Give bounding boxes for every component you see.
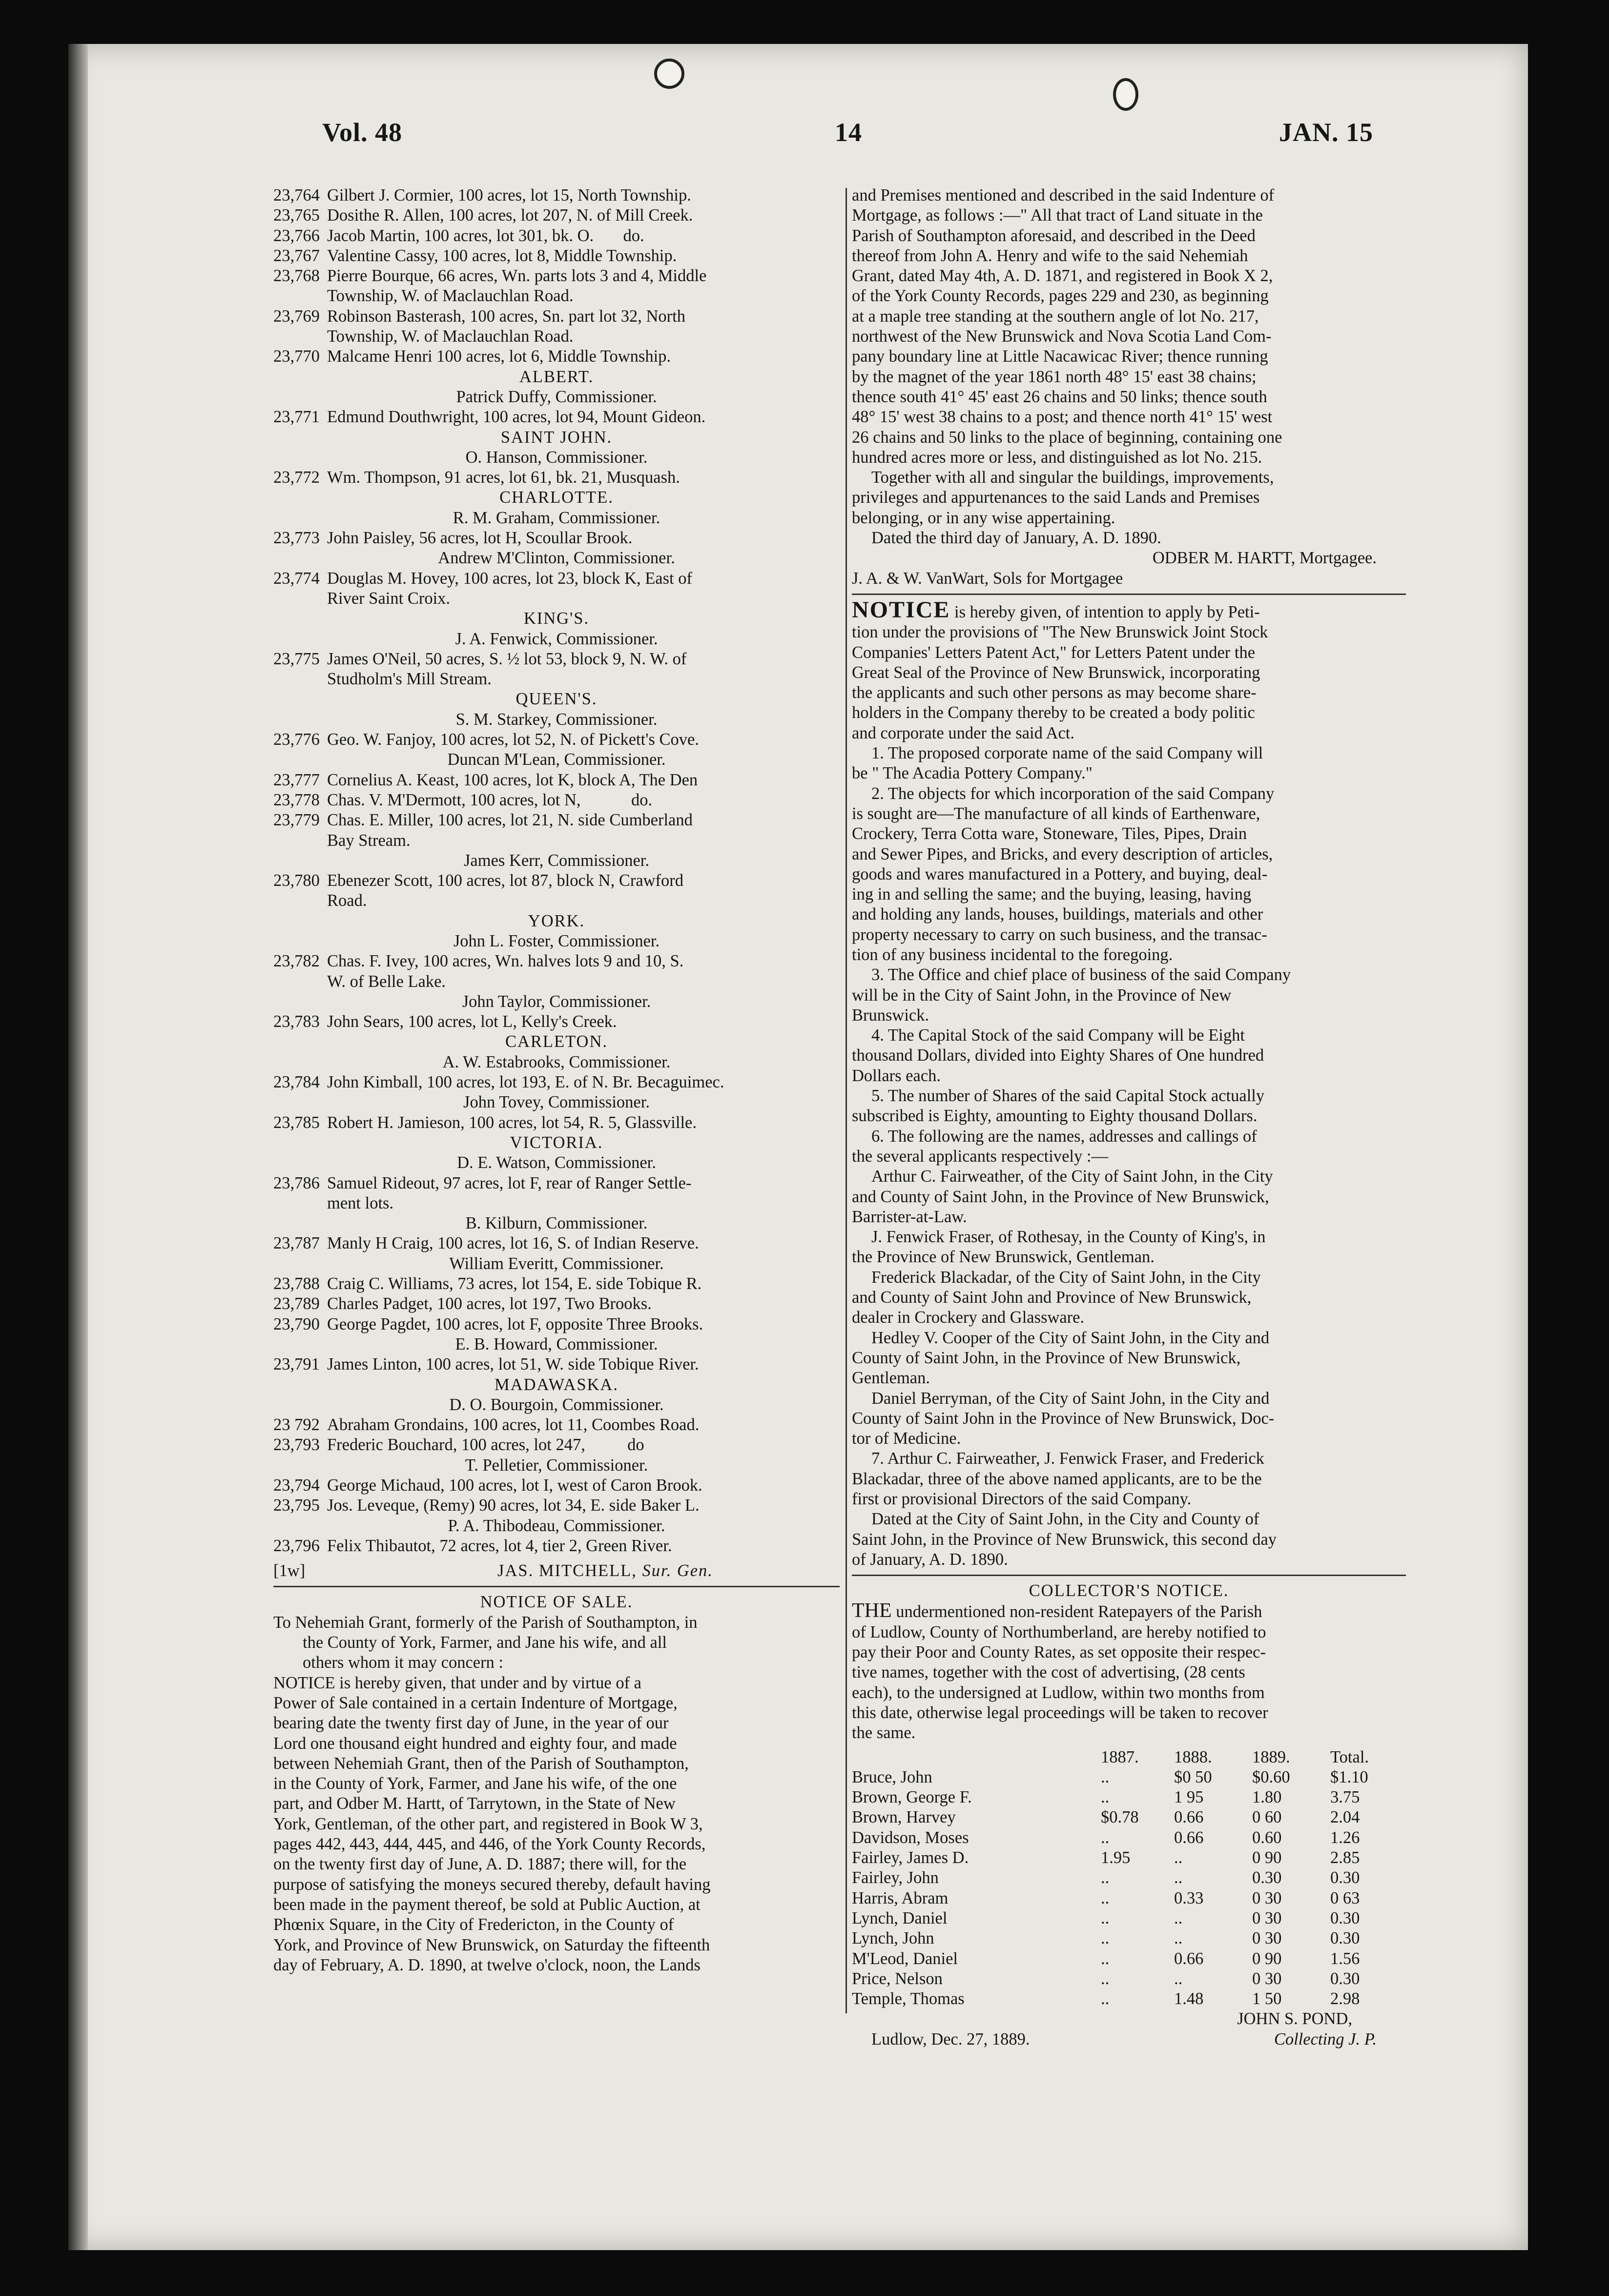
- grant-entry: 23,795 Jos. Leveque, (Remy) 90 acres, lot 34, E. side Baker L.: [273, 1496, 700, 1515]
- grant-entry: 23,770 Malcame Henri 100 acres, lot 6, Middle Township.: [273, 347, 671, 366]
- text-line: tive names, together with the cost of advertising, (28 cents: [852, 1663, 1245, 1682]
- commissioner-name: B. Kilburn, Commissioner.: [465, 1214, 648, 1233]
- text-line: purpose of satisfying the moneys secured thereby, default having: [273, 1875, 711, 1894]
- text-line: thence south 41° 45' east 26 chains and 50 links; thence south: [852, 387, 1267, 406]
- text-line: at a maple tree standing at the southern angle of lot No. 217,: [852, 307, 1259, 326]
- text-line: tor of Medicine.: [852, 1429, 961, 1448]
- grant-entry-continued: ment lots.: [327, 1193, 394, 1212]
- commissioner-name: James Kerr, Commissioner.: [464, 851, 649, 870]
- grant-entry-continued: Township, W. of Maclauchlan Road.: [327, 287, 574, 306]
- text-line: Lord one thousand eight hundred and eighty four, and made: [273, 1734, 677, 1753]
- sale-address-line: others whom it may concern :: [303, 1653, 504, 1672]
- text-line: thousand Dollars, divided into Eighty Shares of One hundred: [852, 1046, 1264, 1065]
- grant-entry: 23,775 James O'Neil, 50 acres, S. ½ lot 53, block 9, N. W. of: [273, 649, 687, 668]
- column-rule: [846, 188, 847, 2013]
- right-column: [852, 185, 1406, 2050]
- sale-address-line: To Nehemiah Grant, formerly of the Parish of Southampton, in: [273, 1613, 698, 1632]
- commissioner-name: S. M. Starkey, Commissioner.: [455, 710, 658, 729]
- text-line: Power of Sale contained in a certain Indenture of Mortgage,: [273, 1693, 678, 1712]
- column-header: 1889.: [1252, 1747, 1290, 1766]
- grant-entry: 23,766 Jacob Martin, 100 acres, lot 301, bk. O. do.: [273, 226, 644, 245]
- grant-entry-continued: Road.: [327, 891, 367, 910]
- binding-hole: [1113, 78, 1138, 111]
- grant-entry: 23,767 Valentine Cassy, 100 acres, lot 8, Middle Township.: [273, 246, 677, 265]
- grant-entry-continued: Bay Stream.: [327, 831, 411, 850]
- text-line: Grant, dated May 4th, A. D. 1871, and registered in Book X 2,: [852, 266, 1273, 286]
- collector-signoff: [852, 2030, 1406, 2050]
- commissioner-name: Patrick Duffy, Commissioner.: [456, 387, 657, 406]
- text-line: subscribed is Eighty, amounting to Eighty thousand Dollars.: [852, 1107, 1258, 1126]
- text-line: dealer in Crockery and Glassware.: [852, 1308, 1085, 1327]
- text-line: this date, otherwise legal proceedings will be taken to recover: [852, 1703, 1268, 1722]
- text-line: first or provisional Directors of the said Company.: [852, 1490, 1192, 1508]
- table-row: Lynch, John .. .. 0 30 0.30: [852, 1929, 1360, 1948]
- table-row: Bruce, John .. $0 50 $0.60 $1.10: [852, 1767, 1368, 1786]
- grant-entry: 23,774 Douglas M. Hovey, 100 acres, lot 23, block K, East of: [273, 569, 692, 588]
- table-row: Lynch, Daniel .. .. 0 30 0.30: [852, 1908, 1360, 1927]
- commissioner-name: D. E. Watson, Commissioner.: [457, 1153, 656, 1172]
- sale-address-line: the County of York, Farmer, and Jane his wife, and all: [303, 1633, 667, 1652]
- grant-entry: 23,793 Frederic Bouchard, 100 acres, lot 247, do: [273, 1435, 644, 1455]
- text-line: Saint John, in the Province of New Brunswick, this second day: [852, 1530, 1277, 1549]
- text-line: privileges and appurtenances to the said Lands and Premises: [852, 488, 1260, 507]
- text-line: day of February, A. D. 1890, at twelve o'clock, noon, the Lands: [273, 1955, 701, 1974]
- grant-entry: 23,773 John Paisley, 56 acres, lot H, Scoullar Brook.: [273, 529, 633, 548]
- commissioner-name: William Everitt, Commissioner.: [449, 1254, 664, 1273]
- text-line: of the York County Records, pages 229 and 230, as beginning: [852, 287, 1269, 306]
- text-line: 5. The number of Shares of the said Capital Stock actually: [871, 1086, 1265, 1106]
- county-heading-madawaska: MADAWASKA.: [495, 1375, 619, 1394]
- grant-entry: 23,768 Pierre Bourque, 66 acres, Wn. parts lots 3 and 4, Middle: [273, 266, 707, 286]
- grant-entry: 23,791 James Linton, 100 acres, lot 51, W. side Tobique River.: [273, 1355, 699, 1374]
- text-line: on the twenty first day of June, A. D. 1887; there will, for the: [273, 1855, 687, 1874]
- commissioner-name: John L. Foster, Commissioner.: [453, 931, 660, 950]
- commissioner-name: D. O. Bourgoin, Commissioner.: [449, 1395, 664, 1414]
- text-line: of Ludlow, County of Northumberland, are hereby notified to: [852, 1622, 1266, 1641]
- commissioner-name: John Tovey, Commissioner.: [463, 1093, 650, 1112]
- text-line: 48° 15' west 38 chains to a post; and thence north 41° 15' west: [852, 408, 1273, 427]
- text-line: 1. The proposed corporate name of the said Company will: [871, 744, 1263, 763]
- grant-entry: 23,790 George Pagdet, 100 acres, lot F, opposite Three Brooks.: [273, 1314, 703, 1333]
- text-line: 7. Arthur C. Fairweather, J. Fenwick Fraser, and Frederick: [871, 1449, 1264, 1468]
- grant-entry: 23 792 Abraham Grondains, 100 acres, lot 11, Coombes Road.: [273, 1415, 700, 1435]
- surveyor-general-signature: [371, 1561, 840, 1581]
- text-line: J. Fenwick Fraser, of Rothesay, in the County of King's, in: [871, 1228, 1266, 1247]
- text-line: Phœnix Square, in the City of Fredericton, in the County of: [273, 1915, 674, 1934]
- notice-of-sale-title: NOTICE OF SALE.: [480, 1593, 633, 1612]
- commissioner-name: E. B. Howard, Commissioner.: [455, 1334, 658, 1353]
- grant-entry: 23,769 Robinson Basterash, 100 acres, Sn. part lot 32, North: [273, 307, 685, 326]
- table-row: Davidson, Moses .. 0.66 0.60 1.26: [852, 1828, 1360, 1847]
- insertion-mark: [1w]: [273, 1561, 306, 1580]
- incorporation-notice: [852, 600, 1406, 1570]
- issue-date: JAN. 15: [1279, 118, 1373, 147]
- grant-entry: 23,789 Charles Padget, 100 acres, lot 197, Two Brooks.: [273, 1294, 652, 1313]
- grant-entry: 23,778 Chas. V. M'Dermott, 100 acres, lot N, do.: [273, 790, 653, 809]
- text-line: and County of Saint John and Province of New Brunswick,: [852, 1288, 1252, 1307]
- text-line: the same.: [852, 1723, 916, 1742]
- page-number: 14: [835, 118, 862, 147]
- grant-entry: 23,787 Manly H Craig, 100 acres, lot 16, S. of Indian Reserve.: [273, 1234, 699, 1253]
- text-line: Dollars each.: [852, 1066, 941, 1085]
- text-line: Hedley V. Cooper of the City of Saint John, in the City and: [871, 1328, 1270, 1347]
- text-line: the several applicants respectively :—: [852, 1147, 1108, 1166]
- commissioner-name: J. A. Fenwick, Commissioner.: [455, 629, 658, 648]
- mortgagee-signature: ODBER M. HARTT, Mortgagee.: [1152, 549, 1377, 568]
- text-line: undermentioned non-resident Ratepayers of the Parish: [891, 1602, 1262, 1621]
- column-header: 1887.: [1101, 1747, 1139, 1766]
- table-row: Brown, George F. .. 1 95 1.80 3.75: [852, 1788, 1360, 1807]
- text-line: and Sewer Pipes, and Bricks, and every description of articles,: [852, 844, 1273, 863]
- grant-entry: 23,765 Dosithe R. Allen, 100 acres, lot 207, N. of Mill Creek.: [273, 206, 693, 225]
- surveyor-signoff: [273, 1561, 840, 1581]
- text-line: tion under the provisions of "The New Brunswick Joint Stock: [852, 623, 1268, 642]
- page-binding-edge: [68, 44, 88, 2250]
- text-line: goods and wares manufactured in a Pottery, and buying, deal-: [852, 864, 1268, 883]
- grant-list-top: [273, 185, 840, 367]
- grant-entry: 23,796 Felix Thibautot, 72 acres, lot 4, tier 2, Green River.: [273, 1536, 672, 1555]
- table-row: Brown, Harvey $0.78 0.66 0 60 2.04: [852, 1808, 1360, 1827]
- text-line: the applicants and such other persons as may become share-: [852, 683, 1257, 702]
- text-line: be " The Acadia Pottery Company.": [852, 764, 1093, 783]
- text-line: 2. The objects for which incorporation of the said Company: [871, 784, 1275, 803]
- text-line: each), to the undersigned at Ludlow, within two months from: [852, 1683, 1265, 1702]
- grant-entry: 23,771 Edmund Douthwright, 100 acres, lot 94, Mount Gideon.: [273, 408, 706, 427]
- table-row: Fairley, John .. .. 0.30 0.30: [852, 1868, 1360, 1887]
- grant-entry-continued: Studholm's Mill Stream.: [327, 670, 492, 689]
- text-line: pany boundary line at Little Nacawicac River; thence running: [852, 347, 1268, 366]
- text-line: of January, A. D. 1890.: [852, 1550, 1008, 1569]
- table-row: M'Leod, Daniel .. 0.66 0 90 1.56: [852, 1949, 1360, 1968]
- signer-title: Sur. Gen.: [642, 1561, 713, 1580]
- text-line: and Premises mentioned and described in the said Indenture of: [852, 186, 1275, 205]
- text-line: Brunswick.: [852, 1005, 929, 1025]
- text-line: ing in and selling the same; and the buying, leasing, having: [852, 885, 1252, 904]
- text-line: Together with all and singular the buildings, improvements,: [871, 468, 1274, 487]
- text-line: the Province of New Brunswick, Gentleman.: [852, 1248, 1155, 1267]
- grant-entry: 23,777 Cornelius A. Keast, 100 acres, lot K, block A, The Den: [273, 770, 698, 789]
- text-line: been made in the payment thereof, be sold at Public Auction, at: [273, 1895, 701, 1914]
- text-line: and corporate under the said Act.: [852, 723, 1074, 742]
- text-line: thereof from John A. Henry and wife to the said Nehemiah: [852, 246, 1248, 265]
- commissioner-name: R. M. Graham, Commissioner.: [453, 508, 660, 527]
- sale-dated: Dated the third day of January, A. D. 1890.: [871, 529, 1161, 548]
- column-header: [852, 1747, 1101, 1767]
- text-line: is sought are—The manufacture of all kinds of Earthenware,: [852, 804, 1260, 823]
- collectors-notice: [852, 1581, 1406, 2050]
- divider: [273, 1586, 840, 1587]
- text-line: holders in the Company thereby to be created a body politic: [852, 703, 1255, 722]
- grant-entry-continued: Township, W. of Maclauchlan Road.: [327, 327, 574, 346]
- grant-entry: 23,782 Chas. F. Ivey, 100 acres, Wn. halves lots 9 and 10, S.: [273, 952, 684, 971]
- notice-lead-word: THE: [852, 1601, 892, 1622]
- text-line: Parish of Southampton aforesaid, and described in the Deed: [852, 226, 1256, 245]
- divider: [852, 1575, 1406, 1576]
- column-header: Total.: [1330, 1747, 1369, 1766]
- table-row: Harris, Abram .. 0.33 0 30 0 63: [852, 1888, 1360, 1907]
- text-line: property necessary to carry on such business, and the transac-: [852, 925, 1267, 944]
- signer-name: JAS. MITCHELL,: [497, 1561, 637, 1580]
- grant-entry: 23,779 Chas. E. Miller, 100 acres, lot 21, N. side Cumberland: [273, 811, 693, 830]
- commissioner-name: John Taylor, Commissioner.: [462, 992, 651, 1011]
- text-line: NOTICE is hereby given, that under and by virtue of a: [273, 1673, 641, 1692]
- grant-entry: 23,786 Samuel Rideout, 97 acres, lot F, rear of Ranger Settle-: [273, 1173, 692, 1192]
- text-line: Mortgage, as follows :—" All that tract of Land situate in the: [852, 206, 1263, 225]
- commissioner-name: O. Hanson, Commissioner.: [465, 448, 648, 467]
- text-line: belonging, or in any wise appertaining.: [852, 508, 1115, 527]
- text-line: between Nehemiah Grant, then of the Parish of Southampton,: [273, 1754, 689, 1773]
- commissioner-name: A. W. Estabrooks, Commissioner.: [442, 1052, 671, 1071]
- county-heading-victoria: VICTORIA.: [510, 1133, 603, 1152]
- collector-place-date: Ludlow, Dec. 27, 1889.: [871, 2030, 1030, 2049]
- text-line: Daniel Berryman, of the City of Saint John, in the City and: [871, 1389, 1270, 1408]
- rates-table: [852, 1747, 1406, 2009]
- sale-body: [273, 1673, 840, 1975]
- county-heading-charlotte: CHARLOTTE.: [499, 488, 614, 507]
- left-column: [273, 185, 840, 1975]
- text-line: Blackadar, three of the above named applicants, are to be the: [852, 1469, 1262, 1488]
- binding-hole: [654, 59, 684, 89]
- text-line: tion of any business incidental to the foregoing.: [852, 945, 1173, 964]
- text-line: by the magnet of the year 1861 north 48° 15' east 38 chains;: [852, 367, 1257, 386]
- column-header: 1888.: [1174, 1747, 1212, 1766]
- county-heading-albert: ALBERT.: [519, 367, 594, 386]
- county-heading-queens: QUEEN'S.: [516, 690, 598, 709]
- text-line: northwest of the New Brunswick and Nova Scotia Land Com-: [852, 327, 1272, 346]
- grant-entry: 23,784 John Kimball, 100 acres, lot 193, E. of N. Br. Becaguimec.: [273, 1073, 724, 1092]
- solicitors-line: J. A. & W. VanWart, Sols for Mortgagee: [852, 569, 1123, 588]
- grant-entry-continued: River Saint Croix.: [327, 589, 451, 608]
- commissioner-name: Duncan M'Lean, Commissioner.: [447, 750, 666, 769]
- text-line: Great Seal of the Province of New Brunswick, incorporating: [852, 663, 1260, 682]
- text-line: Crockery, Terra Cotta ware, Stoneware, Tiles, Pipes, Drain: [852, 824, 1247, 843]
- county-heading-carleton: CARLETON.: [505, 1032, 608, 1051]
- county-heading-saint-john: SAINT JOHN.: [500, 428, 613, 447]
- grant-entry: 23,764 Gilbert J. Cormier, 100 acres, lot 15, North Township.: [273, 186, 691, 205]
- grant-entry-continued: W. of Belle Lake.: [327, 972, 446, 991]
- grant-entry: 23,776 Geo. W. Fanjoy, 100 acres, lot 52, N. of Pickett's Cove.: [273, 730, 699, 749]
- collector-title: Collecting J. P.: [1274, 2030, 1377, 2049]
- text-line: and County of Saint John, in the Province of New Brunswick,: [852, 1187, 1269, 1206]
- text-line: County of Saint John in the Province of New Brunswick, Doc-: [852, 1409, 1275, 1428]
- text-line: Arthur C. Fairweather, of the City of Saint John, in the City: [871, 1167, 1273, 1186]
- text-line: York, and Province of New Brunswick, on Saturday the fifteenth: [273, 1935, 710, 1954]
- table-row: Price, Nelson .. .. 0 30 0.30: [852, 1969, 1360, 1988]
- divider: [852, 594, 1406, 595]
- sale-continued: [852, 185, 1406, 589]
- county-heading-kings: KING'S.: [523, 609, 590, 628]
- county-heading-york: YORK.: [528, 911, 585, 930]
- text-line: Gentleman.: [852, 1369, 930, 1388]
- text-line: is hereby given, of intention to apply by Peti-: [950, 602, 1260, 621]
- grant-entry: 23,785 Robert H. Jamieson, 100 acres, lot 54, R. 5, Glassville.: [273, 1113, 697, 1132]
- table-row: Temple, Thomas .. 1.48 1 50 2.98: [852, 1989, 1360, 2009]
- text-line: bearing date the twenty first day of June, in the year of our: [273, 1714, 669, 1733]
- text-line: 4. The Capital Stock of the said Company will be Eight: [871, 1026, 1245, 1045]
- grant-entry: 23,783 John Sears, 100 acres, lot L, Kelly's Creek.: [273, 1012, 617, 1031]
- text-line: pages 442, 443, 444, 445, and 446, of the York County Records,: [273, 1835, 706, 1854]
- text-line: pay their Poor and County Rates, as set opposite their respec-: [852, 1643, 1266, 1662]
- grant-entry: 23,772 Wm. Thompson, 91 acres, lot 61, bk. 21, Musquash.: [273, 468, 680, 487]
- commissioner-name: P. A. Thibodeau, Commissioner.: [448, 1516, 665, 1535]
- text-line: Frederick Blackadar, of the City of Saint John, in the City: [871, 1268, 1261, 1287]
- notice-lead-word: NOTICE: [852, 599, 950, 623]
- text-line: Dated at the City of Saint John, in the City and County of: [871, 1510, 1259, 1529]
- text-line: York, Gentleman, of the other part, and registered in Book W 3,: [273, 1814, 703, 1833]
- volume-label: Vol. 48: [322, 118, 403, 147]
- text-line: Barrister-at-Law.: [852, 1207, 967, 1226]
- table-header-row: [852, 1747, 1406, 1767]
- text-line: 6. The following are the names, addresses and callings of: [871, 1127, 1257, 1146]
- text-line: in the County of York, Farmer, and Jane his wife, of the one: [273, 1774, 677, 1793]
- commissioner-name: Andrew M'Clinton, Commissioner.: [438, 549, 675, 568]
- text-line: 26 chains and 50 links to the place of beginning, containing one: [852, 428, 1282, 447]
- collector-signature: JOHN S. POND,: [1237, 2009, 1352, 2029]
- grant-entry: 23,780 Ebenezer Scott, 100 acres, lot 87, block N, Crawford: [273, 871, 684, 890]
- text-line: will be in the City of Saint John, in the Province of New: [852, 985, 1232, 1004]
- table-row: Fairley, James D. 1.95 .. 0 90 2.85: [852, 1848, 1360, 1867]
- collectors-notice-title: COLLECTOR'S NOTICE.: [1029, 1581, 1229, 1600]
- text-line: County of Saint John, in the Province of New Brunswick,: [852, 1348, 1241, 1367]
- grant-entry: 23,788 Craig C. Williams, 73 acres, lot 154, E. side Tobique R.: [273, 1274, 702, 1293]
- text-line: 3. The Office and chief place of business of the said Company: [871, 965, 1291, 984]
- commissioner-name: T. Pelletier, Commissioner.: [465, 1456, 648, 1475]
- text-line: and holding any lands, houses, buildings, materials and other: [852, 905, 1263, 924]
- grant-entry: 23,794 George Michaud, 100 acres, lot I, west of Caron Brook.: [273, 1476, 702, 1495]
- text-line: Companies' Letters Patent Act," for Letters Patent under the: [852, 643, 1256, 662]
- text-line: hundred acres more or less, and distinguished as lot No. 215.: [852, 448, 1262, 467]
- text-line: part, and Odber M. Hartt, of Tarrytown, in the State of New: [273, 1794, 676, 1813]
